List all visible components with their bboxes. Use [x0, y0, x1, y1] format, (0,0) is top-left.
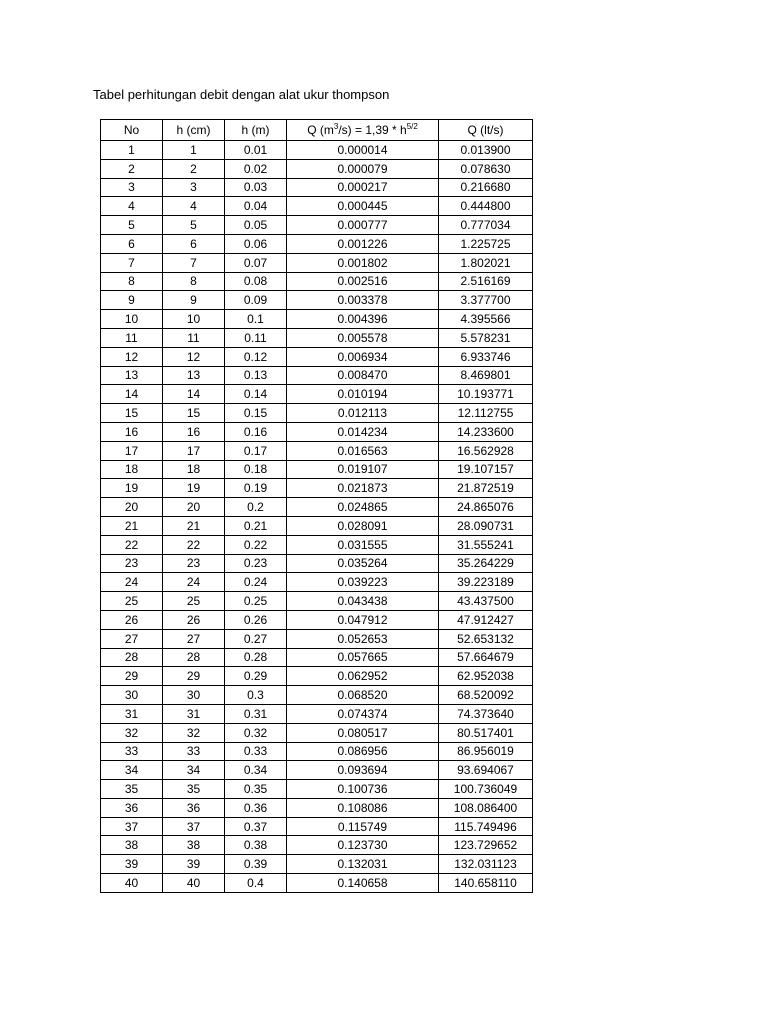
cell-h-m: 0.1 [225, 310, 287, 329]
cell-q-m3: 0.123730 [287, 836, 439, 855]
cell-q-lt: 0.444800 [439, 197, 533, 216]
table-row [101, 592, 533, 611]
cell-q-lt: 6.933746 [439, 347, 533, 366]
cell-q-m3: 0.001802 [287, 253, 439, 272]
cell-h-cm: 8 [163, 272, 225, 291]
cell-q-lt: 140.658110 [439, 874, 533, 893]
cell-q-m3: 0.108086 [287, 798, 439, 817]
cell-h-m: 0.24 [225, 573, 287, 592]
table-row [101, 498, 533, 517]
cell-no: 32 [101, 723, 163, 742]
cell-q-m3: 0.012113 [287, 404, 439, 423]
table-row [101, 667, 533, 686]
cell-q-lt: 24.865076 [439, 498, 533, 517]
cell-no: 28 [101, 648, 163, 667]
cell-h-m: 0.14 [225, 385, 287, 404]
cell-no: 1 [101, 141, 163, 160]
cell-no: 39 [101, 855, 163, 874]
cell-h-m: 0.28 [225, 648, 287, 667]
cell-q-lt: 2.516169 [439, 272, 533, 291]
cell-no: 7 [101, 253, 163, 272]
table-row [101, 479, 533, 498]
cell-h-cm: 16 [163, 422, 225, 441]
cell-q-lt: 8.469801 [439, 366, 533, 385]
cell-no: 38 [101, 836, 163, 855]
cell-q-lt: 0.777034 [439, 216, 533, 235]
cell-no: 26 [101, 610, 163, 629]
cell-h-m: 0.4 [225, 874, 287, 893]
cell-h-cm: 18 [163, 460, 225, 479]
cell-q-m3: 0.000777 [287, 216, 439, 235]
cell-h-m: 0.18 [225, 460, 287, 479]
cell-q-m3: 0.005578 [287, 328, 439, 347]
cell-q-lt: 52.653132 [439, 629, 533, 648]
cell-q-lt: 10.193771 [439, 385, 533, 404]
cell-h-cm: 28 [163, 648, 225, 667]
cell-q-lt: 68.520092 [439, 686, 533, 705]
cell-h-m: 0.38 [225, 836, 287, 855]
cell-h-cm: 38 [163, 836, 225, 855]
cell-h-m: 0.27 [225, 629, 287, 648]
cell-q-lt: 80.517401 [439, 723, 533, 742]
cell-h-m: 0.39 [225, 855, 287, 874]
table-row [101, 855, 533, 874]
table-row [101, 253, 533, 272]
cell-h-cm: 3 [163, 178, 225, 197]
cell-no: 9 [101, 291, 163, 310]
cell-h-m: 0.22 [225, 535, 287, 554]
cell-h-cm: 15 [163, 404, 225, 423]
cell-q-m3: 0.021873 [287, 479, 439, 498]
cell-q-m3: 0.140658 [287, 874, 439, 893]
cell-q-m3: 0.003378 [287, 291, 439, 310]
cell-no: 10 [101, 310, 163, 329]
cell-h-cm: 21 [163, 516, 225, 535]
table-row [101, 366, 533, 385]
cell-q-lt: 19.107157 [439, 460, 533, 479]
cell-h-m: 0.3 [225, 686, 287, 705]
table-row [101, 535, 533, 554]
cell-h-cm: 33 [163, 742, 225, 761]
cell-h-cm: 22 [163, 535, 225, 554]
cell-q-lt: 0.013900 [439, 141, 533, 160]
cell-h-m: 0.29 [225, 667, 287, 686]
cell-h-m: 0.01 [225, 141, 287, 160]
table-row [101, 516, 533, 535]
cell-h-m: 0.16 [225, 422, 287, 441]
table-row [101, 347, 533, 366]
cell-no: 11 [101, 328, 163, 347]
cell-q-m3: 0.000079 [287, 159, 439, 178]
cell-q-lt: 28.090731 [439, 516, 533, 535]
table-row [101, 554, 533, 573]
cell-no: 5 [101, 216, 163, 235]
header-q-m3-exponent: 3 [333, 122, 339, 131]
cell-no: 6 [101, 234, 163, 253]
header-q-lt: Q (lt/s) [439, 120, 533, 141]
header-h-m: h (m) [225, 120, 287, 141]
cell-no: 24 [101, 573, 163, 592]
cell-h-cm: 37 [163, 817, 225, 836]
cell-no: 29 [101, 667, 163, 686]
cell-q-m3: 0.010194 [287, 385, 439, 404]
cell-h-cm: 6 [163, 234, 225, 253]
cell-no: 21 [101, 516, 163, 535]
cell-h-cm: 7 [163, 253, 225, 272]
table-row [101, 742, 533, 761]
cell-h-cm: 36 [163, 798, 225, 817]
cell-h-cm: 11 [163, 328, 225, 347]
cell-q-m3: 0.024865 [287, 498, 439, 517]
cell-h-cm: 31 [163, 704, 225, 723]
cell-q-lt: 35.264229 [439, 554, 533, 573]
cell-q-m3: 0.052653 [287, 629, 439, 648]
cell-h-m: 0.34 [225, 761, 287, 780]
cell-q-lt: 93.694067 [439, 761, 533, 780]
cell-h-cm: 32 [163, 723, 225, 742]
table-row [101, 234, 533, 253]
table-row [101, 648, 533, 667]
cell-no: 2 [101, 159, 163, 178]
cell-h-cm: 27 [163, 629, 225, 648]
cell-q-lt: 39.223189 [439, 573, 533, 592]
table-row [101, 159, 533, 178]
cell-h-m: 0.23 [225, 554, 287, 573]
cell-h-cm: 40 [163, 874, 225, 893]
table-row [101, 573, 533, 592]
cell-q-lt: 1.225725 [439, 234, 533, 253]
cell-q-m3: 0.014234 [287, 422, 439, 441]
cell-q-lt: 47.912427 [439, 610, 533, 629]
cell-no: 33 [101, 742, 163, 761]
cell-h-cm: 39 [163, 855, 225, 874]
cell-q-m3: 0.132031 [287, 855, 439, 874]
cell-no: 30 [101, 686, 163, 705]
cell-q-m3: 0.031555 [287, 535, 439, 554]
cell-no: 37 [101, 817, 163, 836]
cell-q-lt: 132.031123 [439, 855, 533, 874]
cell-q-m3: 0.043438 [287, 592, 439, 611]
page-title: Tabel perhitungan debit dengan alat ukur thompson [93, 87, 390, 102]
cell-q-m3: 0.001226 [287, 234, 439, 253]
table-row [101, 780, 533, 799]
cell-no: 3 [101, 178, 163, 197]
cell-h-cm: 25 [163, 592, 225, 611]
cell-h-cm: 29 [163, 667, 225, 686]
cell-h-cm: 17 [163, 441, 225, 460]
cell-q-lt: 62.952038 [439, 667, 533, 686]
cell-no: 19 [101, 479, 163, 498]
cell-no: 40 [101, 874, 163, 893]
cell-q-m3: 0.115749 [287, 817, 439, 836]
table-row [101, 328, 533, 347]
cell-h-m: 0.06 [225, 234, 287, 253]
table-row [101, 836, 533, 855]
cell-h-m: 0.08 [225, 272, 287, 291]
cell-h-m: 0.32 [225, 723, 287, 742]
cell-h-m: 0.26 [225, 610, 287, 629]
cell-h-cm: 13 [163, 366, 225, 385]
cell-q-lt: 12.112755 [439, 404, 533, 423]
table-row [101, 874, 533, 893]
cell-q-m3: 0.039223 [287, 573, 439, 592]
cell-q-lt: 1.802021 [439, 253, 533, 272]
cell-h-cm: 23 [163, 554, 225, 573]
cell-h-m: 0.33 [225, 742, 287, 761]
cell-q-m3: 0.004396 [287, 310, 439, 329]
header-q-m3-prefix: Q (m [307, 123, 334, 137]
cell-q-m3: 0.006934 [287, 347, 439, 366]
cell-h-m: 0.37 [225, 817, 287, 836]
cell-q-lt: 100.736049 [439, 780, 533, 799]
table-row [101, 385, 533, 404]
table-row [101, 422, 533, 441]
cell-h-cm: 26 [163, 610, 225, 629]
table-row [101, 310, 533, 329]
cell-q-lt: 115.749496 [439, 817, 533, 836]
cell-h-cm: 14 [163, 385, 225, 404]
cell-no: 17 [101, 441, 163, 460]
cell-h-cm: 34 [163, 761, 225, 780]
cell-q-m3: 0.002516 [287, 272, 439, 291]
cell-h-cm: 19 [163, 479, 225, 498]
cell-h-m: 0.15 [225, 404, 287, 423]
cell-no: 25 [101, 592, 163, 611]
table-row [101, 723, 533, 742]
header-no: No [101, 120, 163, 141]
table-row [101, 460, 533, 479]
cell-q-m3: 0.028091 [287, 516, 439, 535]
cell-h-cm: 9 [163, 291, 225, 310]
cell-no: 35 [101, 780, 163, 799]
cell-q-m3: 0.000445 [287, 197, 439, 216]
table-row [101, 798, 533, 817]
cell-q-lt: 43.437500 [439, 592, 533, 611]
cell-q-lt: 108.086400 [439, 798, 533, 817]
cell-q-m3: 0.000014 [287, 141, 439, 160]
cell-h-m: 0.19 [225, 479, 287, 498]
table-row [101, 629, 533, 648]
cell-h-cm: 1 [163, 141, 225, 160]
cell-h-m: 0.31 [225, 704, 287, 723]
cell-h-m: 0.03 [225, 178, 287, 197]
header-h-cm: h (cm) [163, 120, 225, 141]
cell-h-m: 0.12 [225, 347, 287, 366]
cell-q-lt: 0.078630 [439, 159, 533, 178]
cell-q-lt: 16.562928 [439, 441, 533, 460]
cell-no: 34 [101, 761, 163, 780]
cell-h-m: 0.05 [225, 216, 287, 235]
cell-h-cm: 24 [163, 573, 225, 592]
table-row [101, 704, 533, 723]
cell-q-m3: 0.019107 [287, 460, 439, 479]
cell-q-m3: 0.047912 [287, 610, 439, 629]
cell-no: 22 [101, 535, 163, 554]
cell-q-m3: 0.074374 [287, 704, 439, 723]
cell-q-m3: 0.100736 [287, 780, 439, 799]
cell-h-m: 0.21 [225, 516, 287, 535]
cell-h-cm: 30 [163, 686, 225, 705]
cell-h-m: 0.13 [225, 366, 287, 385]
cell-q-lt: 0.216680 [439, 178, 533, 197]
table-row [101, 441, 533, 460]
cell-h-cm: 2 [163, 159, 225, 178]
cell-h-cm: 35 [163, 780, 225, 799]
table-row [101, 272, 533, 291]
cell-no: 36 [101, 798, 163, 817]
cell-no: 16 [101, 422, 163, 441]
cell-q-lt: 74.373640 [439, 704, 533, 723]
cell-h-cm: 20 [163, 498, 225, 517]
discharge-table [100, 119, 533, 893]
cell-q-m3: 0.016563 [287, 441, 439, 460]
cell-q-m3: 0.093694 [287, 761, 439, 780]
table-row [101, 141, 533, 160]
cell-h-m: 0.11 [225, 328, 287, 347]
cell-q-m3: 0.035264 [287, 554, 439, 573]
cell-h-m: 0.07 [225, 253, 287, 272]
cell-q-lt: 14.233600 [439, 422, 533, 441]
table-body [101, 141, 533, 893]
cell-q-lt: 86.956019 [439, 742, 533, 761]
table-row [101, 216, 533, 235]
cell-q-m3: 0.068520 [287, 686, 439, 705]
cell-no: 31 [101, 704, 163, 723]
cell-no: 8 [101, 272, 163, 291]
cell-h-m: 0.17 [225, 441, 287, 460]
header-q-m3-power: 5/2 [406, 122, 418, 131]
cell-h-m: 0.04 [225, 197, 287, 216]
table-row [101, 178, 533, 197]
cell-no: 23 [101, 554, 163, 573]
cell-h-m: 0.2 [225, 498, 287, 517]
cell-h-m: 0.35 [225, 780, 287, 799]
cell-q-lt: 57.664679 [439, 648, 533, 667]
cell-q-m3: 0.008470 [287, 366, 439, 385]
header-q-m3-formula [287, 120, 439, 141]
cell-no: 12 [101, 347, 163, 366]
table-row [101, 817, 533, 836]
cell-h-m: 0.25 [225, 592, 287, 611]
cell-q-m3: 0.062952 [287, 667, 439, 686]
table-row [101, 197, 533, 216]
cell-h-m: 0.02 [225, 159, 287, 178]
cell-q-m3: 0.080517 [287, 723, 439, 742]
table-row [101, 610, 533, 629]
cell-no: 20 [101, 498, 163, 517]
cell-h-cm: 4 [163, 197, 225, 216]
cell-h-cm: 12 [163, 347, 225, 366]
cell-q-lt: 5.578231 [439, 328, 533, 347]
header-q-m3-formula-text: /s) = 1,39 * h [338, 123, 407, 137]
cell-q-m3: 0.086956 [287, 742, 439, 761]
cell-h-cm: 10 [163, 310, 225, 329]
table-header [101, 120, 533, 141]
header-row [101, 120, 533, 141]
cell-h-cm: 5 [163, 216, 225, 235]
cell-q-m3: 0.057665 [287, 648, 439, 667]
cell-no: 4 [101, 197, 163, 216]
cell-no: 15 [101, 404, 163, 423]
cell-no: 14 [101, 385, 163, 404]
cell-q-lt: 4.395566 [439, 310, 533, 329]
table-row [101, 404, 533, 423]
cell-q-lt: 31.555241 [439, 535, 533, 554]
cell-no: 18 [101, 460, 163, 479]
table-row [101, 686, 533, 705]
cell-h-m: 0.09 [225, 291, 287, 310]
cell-no: 13 [101, 366, 163, 385]
table-row [101, 291, 533, 310]
cell-q-m3: 0.000217 [287, 178, 439, 197]
cell-q-lt: 3.377700 [439, 291, 533, 310]
table-row [101, 761, 533, 780]
cell-h-m: 0.36 [225, 798, 287, 817]
cell-q-lt: 21.872519 [439, 479, 533, 498]
cell-no: 27 [101, 629, 163, 648]
cell-q-lt: 123.729652 [439, 836, 533, 855]
